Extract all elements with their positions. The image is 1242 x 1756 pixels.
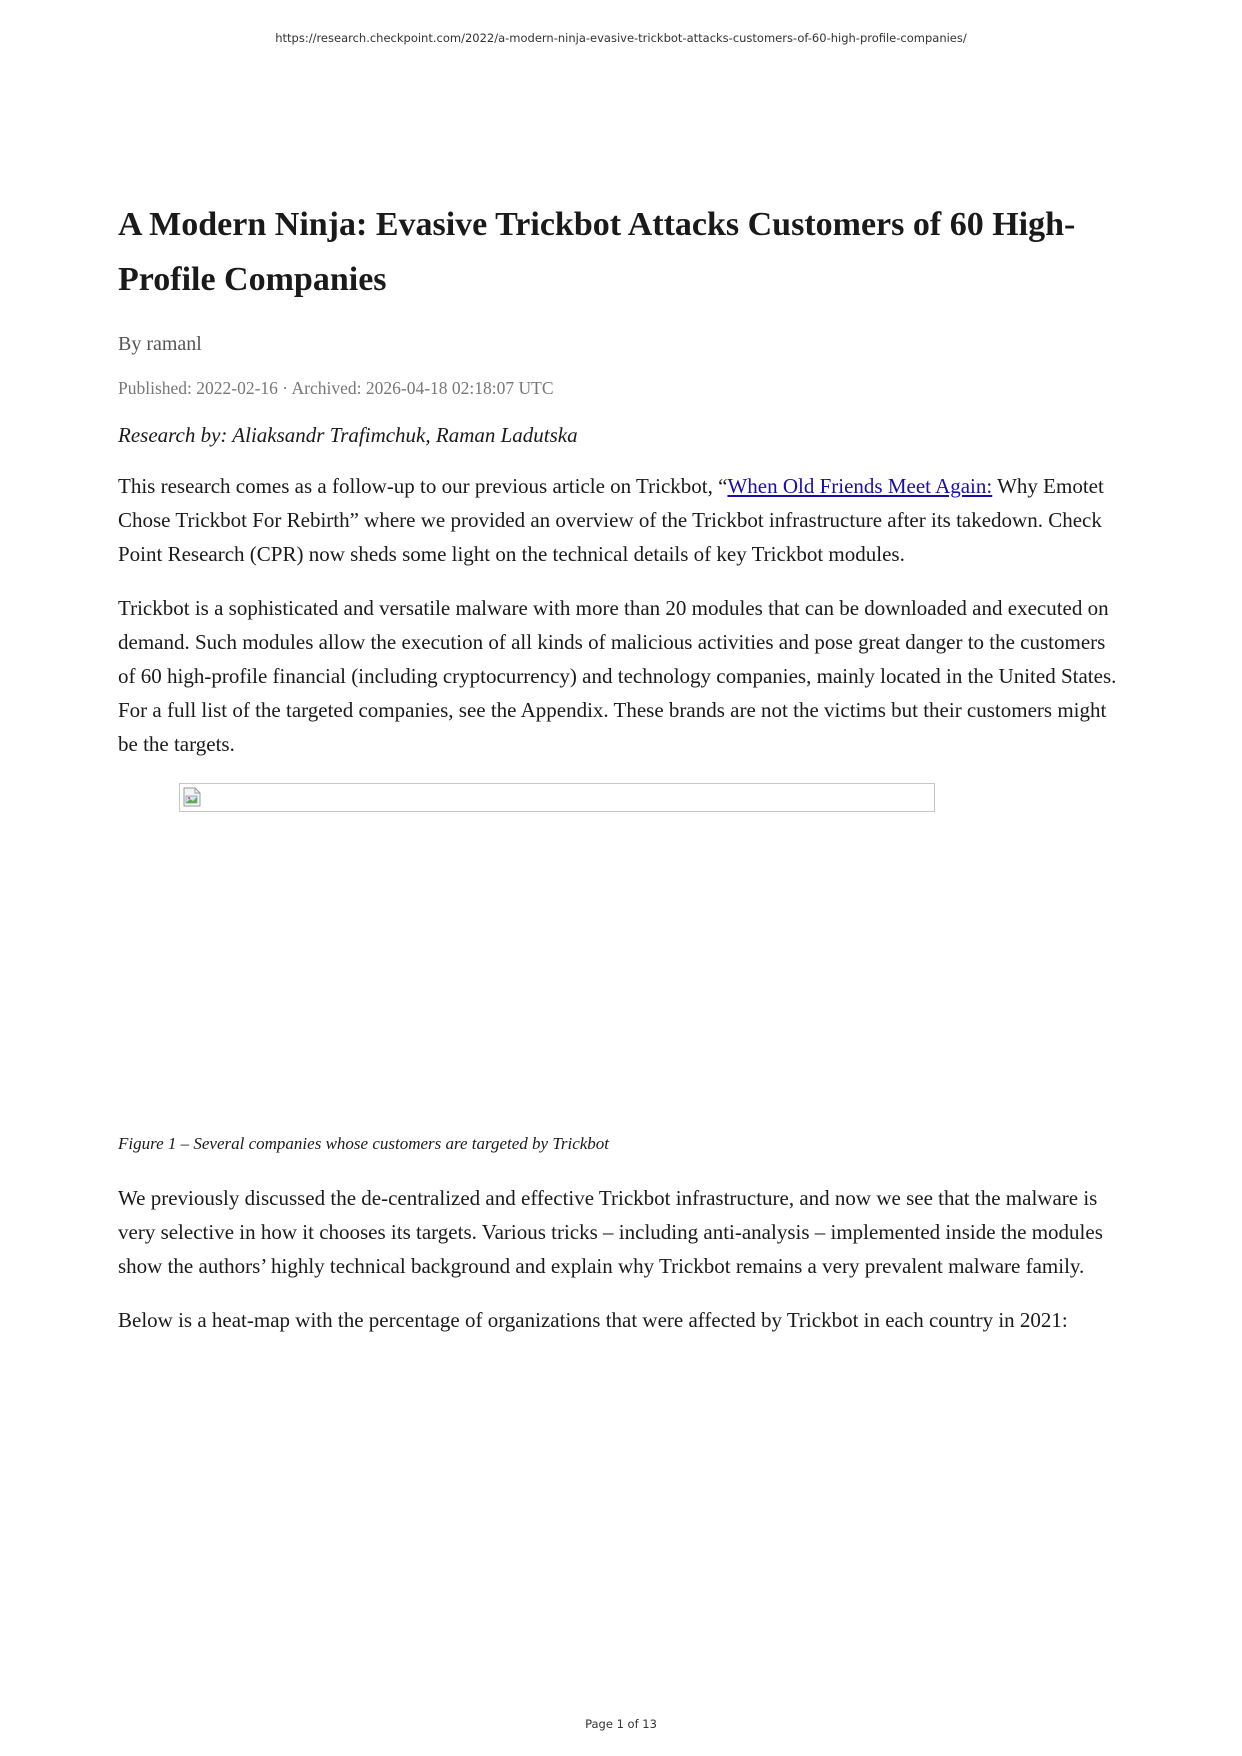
paragraph-intro-start: This research comes as a follow-up to our previous article on Trickbot, “	[118, 474, 728, 498]
figure-1-image	[179, 783, 935, 812]
research-credits: Research by: Aliaksandr Trafimchuk, Raman Ladutska	[118, 423, 578, 447]
paragraph-trickbot-overview: Trickbot is a sophisticated and versatile malware with more than 20 modules that can be downloaded and executed on demand. Such modules allow the execution of all kinds of malicious activities and pose great danger to the customers of 60 high-profile financial (including cryptocurrency) and technology companies, mainly located in the United States. For a full list of the targeted companies, see the Appendix. These brands are not the victims but their customers might be the targets.	[118, 596, 1117, 756]
broken-image-icon	[183, 787, 201, 807]
article-byline: By ramanl	[118, 333, 202, 355]
paragraph-intro	[118, 469, 1128, 571]
page-number: Page 1 of 13	[585, 1717, 657, 1731]
paragraph-intro-end: Why Emotet Chose Trickbot For Rebirth” where we provided an overview of the Trickbot infrastructure after its takedown. Check Point Research (CPR) now sheds some light on the technical details of key Trickbot modules.	[118, 474, 1104, 566]
paragraph-heatmap-intro: Below is a heat-map with the percentage of organizations that were affected by Trickbot in each country in 2021:	[118, 1308, 1068, 1332]
previous-article-link[interactable]: When Old Friends Meet Again:	[727, 474, 993, 498]
paragraph-infrastructure: We previously discussed the de-centralized and effective Trickbot infrastructure, and now we see that the malware is very selective in how it chooses its targets. Various tricks – including anti-analysis – implemented inside the modules show the authors’ highly technical background and explain why Trickbot remains a very prevalent malware family.	[118, 1186, 1103, 1278]
page-url-header: https://research.checkpoint.com/2022/a-modern-ninja-evasive-trickbot-attacks-customers-of-60-high-profile-companies/	[275, 31, 967, 45]
article	[118, 205, 1128, 1337]
article-title: A Modern Ninja: Evasive Trickbot Attacks Customers of 60 High-Profile Companies	[118, 206, 1076, 298]
article-meta: Published: 2022-02-16 · Archived: 2026-04-18 02:18:07 UTC	[118, 378, 554, 398]
figure-1-placeholder-space	[118, 812, 1128, 1133]
figure-1-caption: Figure 1 – Several companies whose customers are targeted by Trickbot	[118, 1134, 610, 1153]
